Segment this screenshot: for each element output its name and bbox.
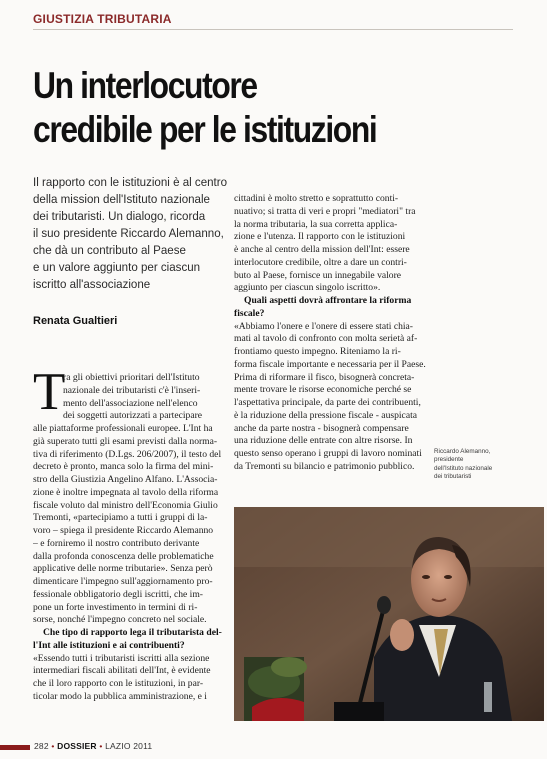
caption-line: presidente	[434, 456, 464, 464]
subhead-line: il suo presidente Riccardo Alemanno,	[33, 226, 224, 240]
body-line: aggiunto per ciascun singolo iscritto».	[234, 282, 381, 294]
body-line: – e forniremo il nostro contributo derivante	[33, 537, 200, 549]
body-line: da Tremonti su bilancio e patrimonio pubblico.	[234, 460, 415, 472]
magazine-name: DOSSIER	[57, 741, 97, 751]
body-line: sorse, nonché l'impegno concreto nel sociale.	[33, 614, 207, 626]
interview-question: l'Int alle istituzioni e ai contribuenti?	[33, 639, 185, 651]
drop-cap: T	[33, 363, 66, 421]
body-line: nazionale dei tributaristi c'è l'inseri-	[63, 384, 201, 396]
body-line: decreto è pronto, manca solo la firma del mini-	[33, 461, 214, 473]
body-line: Prima di riformare il fisco, bisognerà concreta-	[234, 371, 415, 383]
body-line: ra gli obiettivi prioritari dell'Istituto	[63, 372, 200, 383]
footer-accent-bar	[0, 745, 30, 750]
body-line: mente trovare le risorse economiche perché se	[234, 384, 412, 396]
body-line: zione e l'utenza. Il rapporto con le istituzioni	[234, 231, 406, 243]
body-line: interlocutore credibile, oltre a dare un contri-	[234, 256, 407, 268]
body-line: nuativo; si tratta di veri e propri "mediatori" tra	[234, 205, 416, 217]
body-line: una riduzione delle entrate con altre risorse. In	[234, 435, 413, 447]
body-column-right	[234, 193, 426, 474]
subhead-line: Il rapporto con le istituzioni è al centro	[33, 175, 228, 189]
body-line: già superato tutti gli esami previsti dalla norma-	[33, 435, 218, 447]
section-divider	[33, 29, 513, 30]
body-column-left	[33, 363, 226, 704]
body-line: stro della Giustizia Angelino Alfano. L'Associa-	[33, 474, 218, 485]
interview-question: fiscale?	[234, 307, 265, 319]
section-label: GIUSTIZIA TRIBUTARIA	[33, 12, 172, 26]
body-line: dimenticare l'impegno sull'aggiornamento pro-	[33, 576, 213, 587]
interview-question: Che tipo di rapporto lega il tributarista del-	[43, 627, 222, 638]
body-line: tiva di riferimento (D.Lgs. 206/2007), il testo del	[33, 448, 222, 460]
body-line: zione è inoltre impegnata al tavolo della riforma	[33, 486, 219, 498]
body-line: intermediari fiscali abilitati dell'Int, è evidente	[33, 665, 211, 677]
body-line: «Essendo tutti i tributaristi iscritti alla sezione	[33, 652, 210, 664]
body-line: forma fiscale importante e necessaria per il Paese.	[234, 358, 426, 370]
body-line: è anche al centro della mission dell'Int: essere	[234, 244, 410, 255]
body-line: è la riduzione della pressione fiscale - auspicata	[234, 409, 417, 421]
article-author: Renata Gualtieri	[33, 315, 118, 327]
body-line: «Abbiamo l'onere e l'onere di essere stati chia-	[234, 320, 414, 332]
photo-caption	[434, 448, 534, 481]
body-line: fiscale voluto dal ministro dell'Economia Giulio	[33, 499, 218, 511]
body-line: mati al tavolo di confronto con molta serietà af-	[234, 333, 418, 345]
caption-line: Riccardo Alemanno,	[434, 448, 491, 455]
body-line: frontiamo questo impegno. Riteniamo la ri-	[234, 346, 401, 357]
title-line: credibile per le istituzioni	[33, 109, 377, 150]
body-line: questo senso operano i gruppi di lavoro nominati	[234, 448, 422, 459]
page-number: 282	[34, 741, 49, 751]
subhead-line: iscritto all'associazione	[33, 277, 151, 291]
body-line: la norma tributaria, la sua corretta applica-	[234, 218, 398, 230]
caption-line: dei tributaristi	[434, 472, 472, 480]
body-line: ticolar modo la pubblica amministrazione, e i	[33, 690, 207, 702]
caption-line: dell'Istituto nazionale	[434, 464, 493, 472]
body-line: applicative delle norme tributarie». Senza però	[33, 563, 213, 575]
body-line: mento dell'associazione nell'elenco	[63, 397, 198, 409]
body-line: anche da parte nostra - bisognerà compensare	[234, 422, 409, 434]
edition-label: LAZIO 2011	[105, 741, 153, 751]
subhead-line: della mission dell'Istituto nazionale	[33, 192, 210, 206]
body-line: voro – spiega il presidente Riccardo Alemanno	[33, 525, 214, 536]
body-line: alle piattaforme professionali europee. L'Int ha	[33, 423, 213, 434]
portrait-photo	[234, 507, 544, 721]
body-line: buto al Paese, fornisce un innegabile valore	[234, 269, 402, 281]
subhead-line: che dà un contributo al Paese	[33, 243, 186, 257]
footer-separator: •	[51, 741, 55, 751]
title-line: Un interlocutore	[33, 65, 257, 106]
body-line: dalla profonda conoscenza delle problematiche	[33, 550, 214, 562]
subhead-line: dei tributaristi. Un dialogo, ricorda	[33, 209, 206, 223]
subhead-line: e un valore aggiunto per ciascun	[33, 260, 201, 274]
body-line: cittadini è molto stretto e soprattutto conti-	[234, 193, 399, 204]
body-line: fessionale obbligatorio degli iscritti, che im-	[33, 588, 203, 600]
article-subhead	[33, 174, 233, 293]
article-title	[33, 64, 429, 152]
body-line: Tremonti, «partecipiamo a tutti i gruppi di la-	[33, 512, 208, 524]
body-line: pone un forte investimento in termini di ri-	[33, 601, 198, 613]
portrait-illustration	[234, 507, 544, 721]
interview-question: Quali aspetti dovrà affrontare la riforma	[244, 295, 412, 306]
body-line: che il loro rapporto con le istituzioni, in par-	[33, 678, 204, 689]
footer-separator: •	[99, 741, 103, 751]
page-footer	[34, 741, 152, 751]
body-line: l'aspettativa principale, da parte dei contribuenti,	[234, 397, 421, 408]
body-line: dei soggetti autorizzati a partecipare	[63, 410, 203, 422]
